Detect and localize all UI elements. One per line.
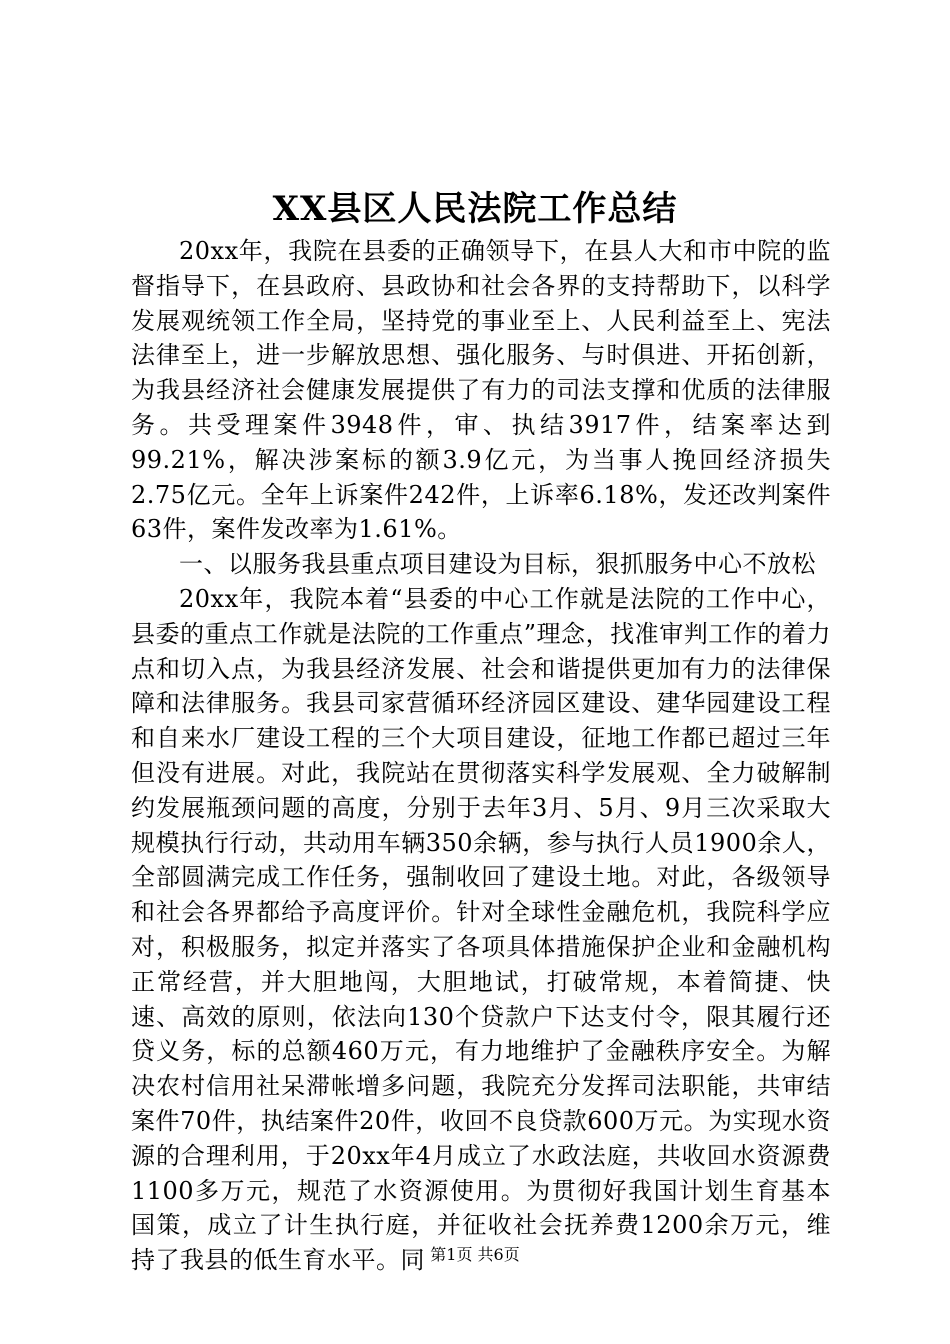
page-footer: 第1页 共6页	[430, 1245, 520, 1264]
document-title: XX县区人民法院工作总结	[272, 189, 678, 229]
document-body	[131, 234, 831, 1278]
paragraph-intro: 20xx年，我院在县委的正确领导下，在县人大和市中院的监督指导下，在县政府、县政协和社会各界的支持帮助下，以科学发展观统领工作全局，坚持党的事业至上、人民利益至上、宪法法律至上，进一步解放思想、强化服务、与时俱进、开拓创新，为我县经济社会健康发展提供了有力的司法支撑和优质的法律服务。共受理案件3948件，审、执结3917件，结案率达到99.21%，解决涉案标的额3.9亿元，为当事人挽回经济损失2.75亿元。全年上诉案件242件，上诉率6.18%，发还改判案件63件，案件发改率为1.61%。	[131, 237, 831, 544]
paragraph-section-1: 20xx年，我院本着“县委的中心工作就是法院的工作中心，县委的重点工作就是法院的工作重点”理念，找准审判工作的着力点和切入点，为我县经济发展、社会和谐提供更加有力的法律保障和法律服务。我县司家营循环经济园区建设、建华园建设工程和自来水厂建设工程的三个大项目建设，征地工作都已超过三年但没有进展。对此，我院站在贯彻落实科学发展观、全力破解制约发展瓶颈问题的高度，分别于去年3月、5月、9月三次采取大规模执行行动，共动用车辆350余辆，参与执行人员1900余人，全部圆满完成工作任务，强制收回了建设土地。对此，各级领导和社会各界都给予高度评价。针对全球性金融危机，我院科学应对，积极服务，拟定并落实了各项具体措施保护企业和金融机构正常经营，并大胆地闯，大胆地试，打破常规，本着简捷、快速、高效的原则，依法向130个贷款户下达支付令，限其履行还贷义务，标的总额460万元，有力地维护了金融秩序安全。为解决农村信用社呆滞帐增多问题，我院充分发挥司法职能，共审结案件70件，执结案件20件，收回不良贷款600万元。为实现水资源的合理利用，于20xx年4月成立了水政法庭，共收回水资源费1100多万元，规范了水资源使用。为贯彻好我国计划生育基本国策，成立了计生执行庭，并征收社会抚养费1200余万元，维持了我县的低生育水平。同	[131, 584, 831, 1275]
section-heading-1: 一、以服务我县重点项目建设为目标，狠抓服务中心不放松	[179, 550, 816, 579]
